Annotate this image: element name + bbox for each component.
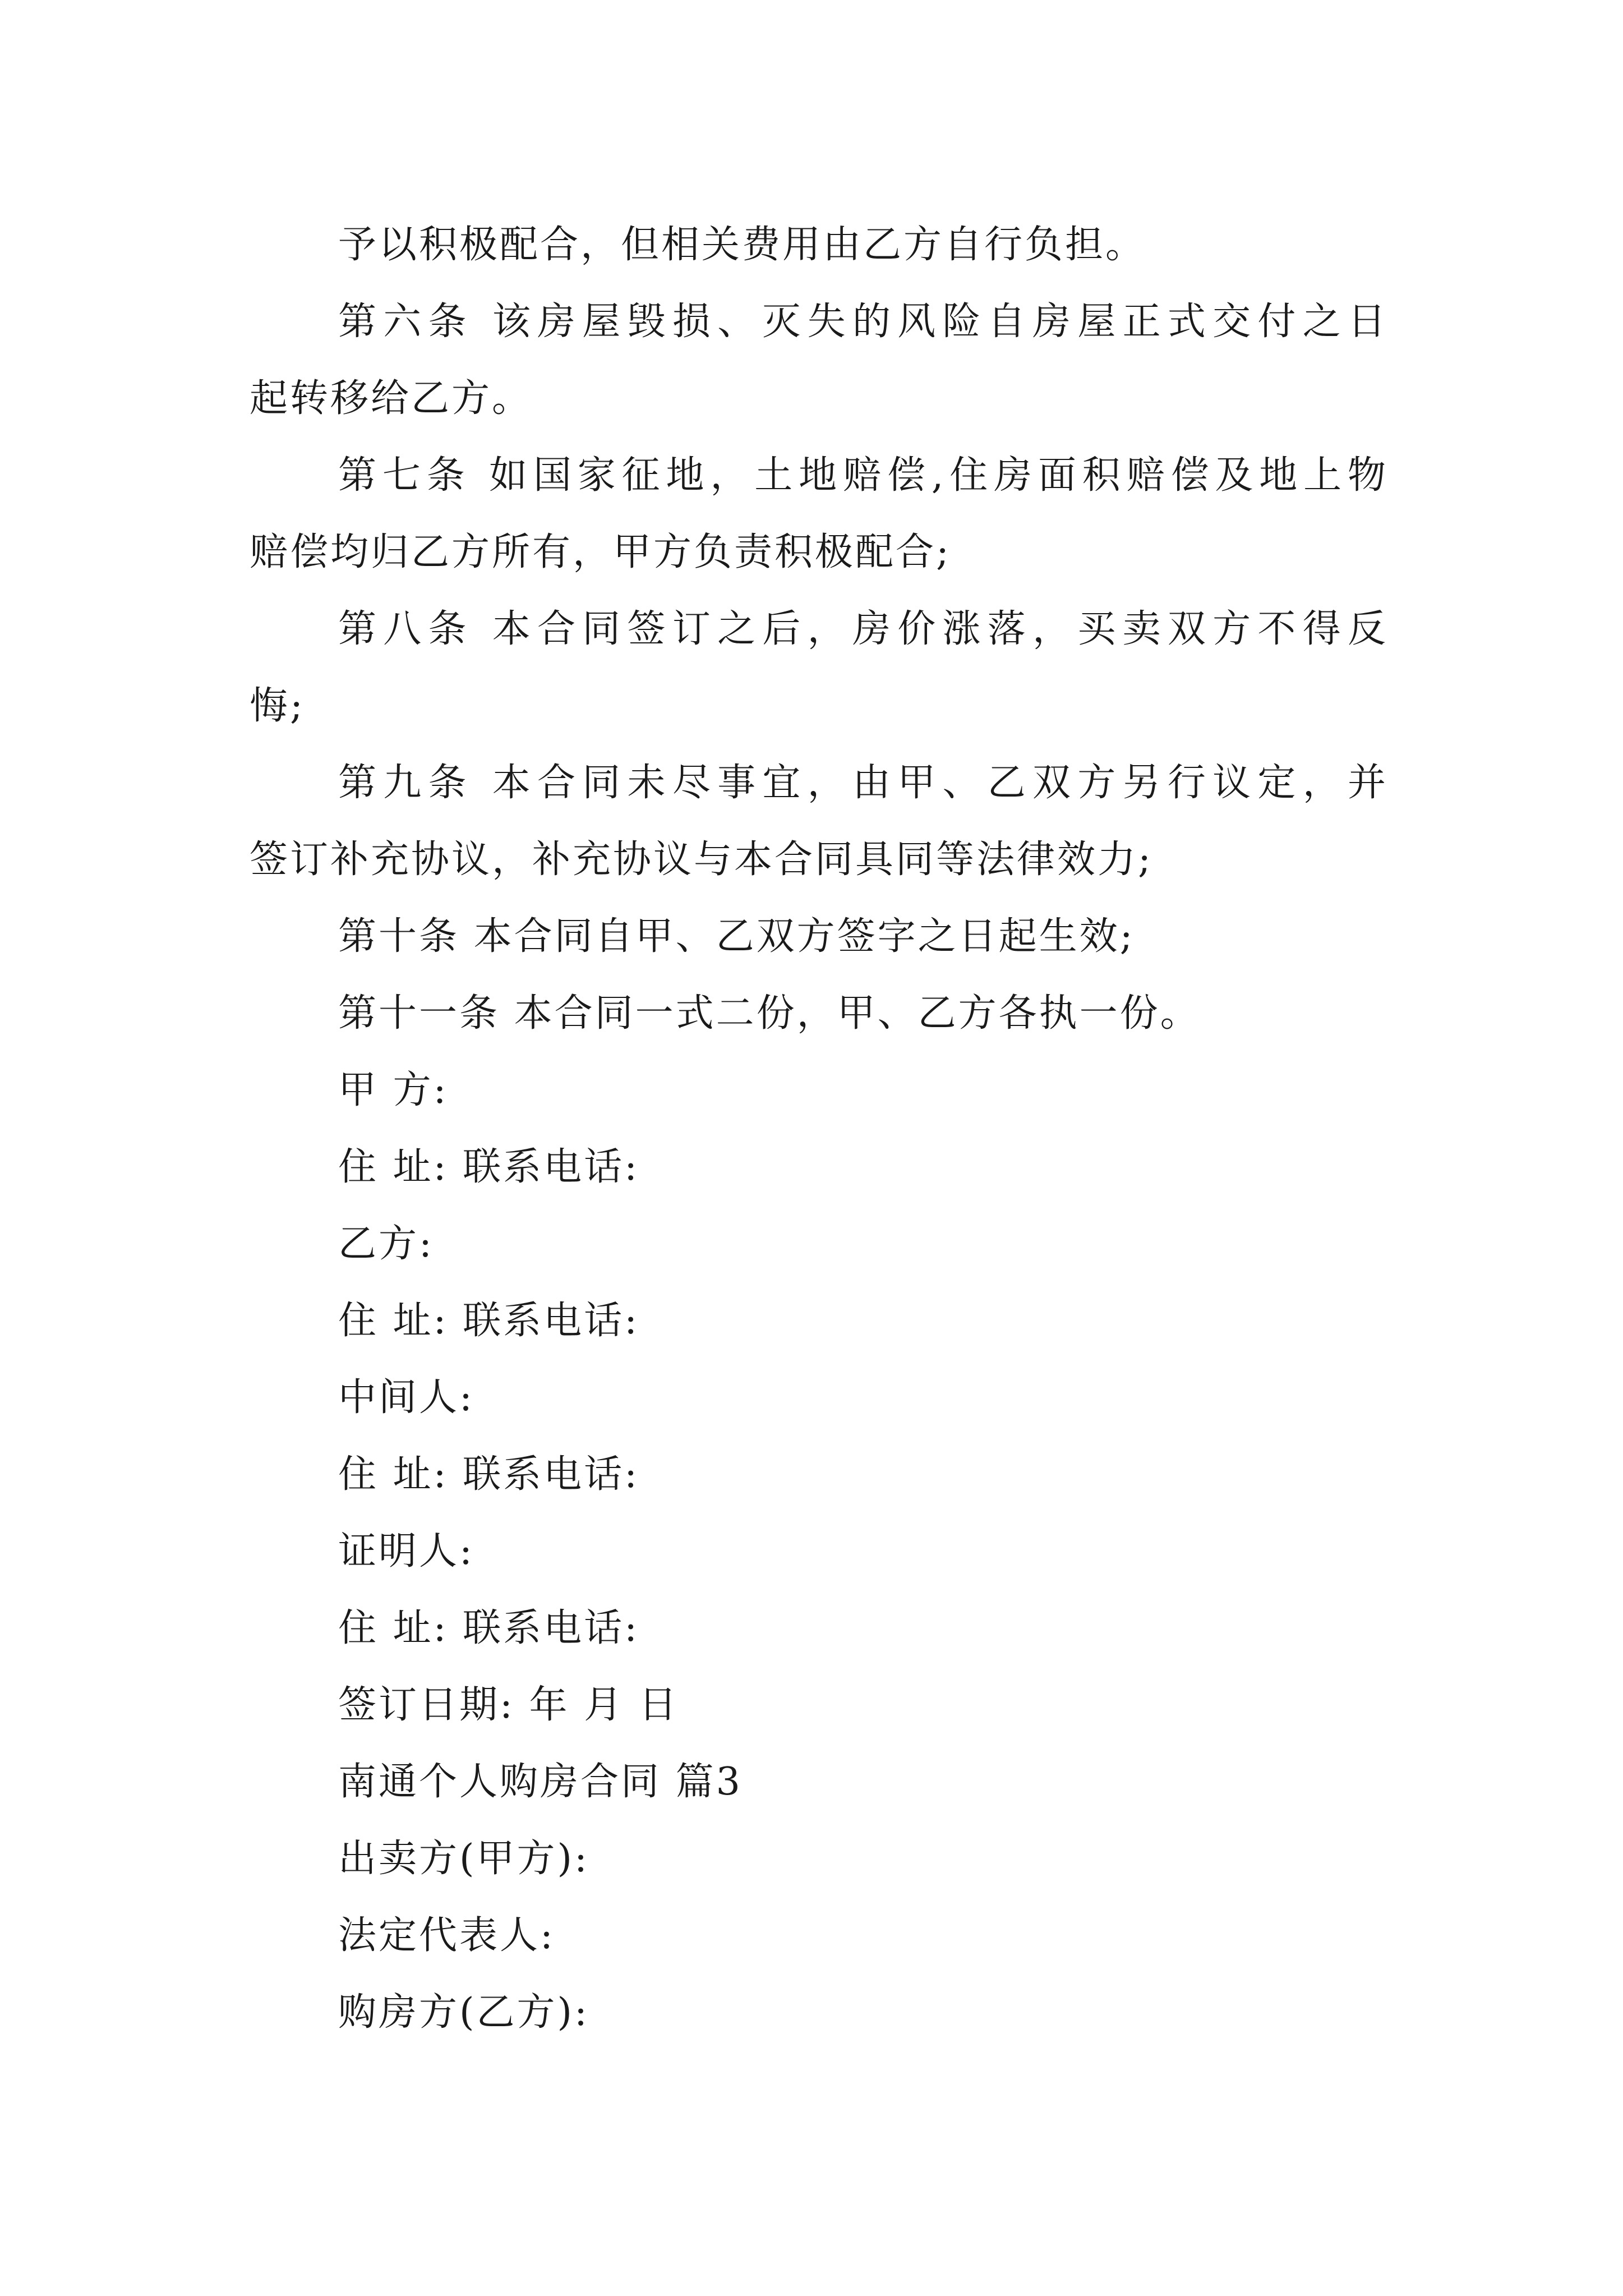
intermediary-address-phone: 住 址: 联系电话: xyxy=(338,1452,640,1497)
signing-date: 签订日期: 年 月 日 xyxy=(338,1683,679,1727)
clause-10: 第十条 本合同自甲、乙双方签字之日起生效; xyxy=(338,914,1135,959)
legal-representative-label: 法定代表人: xyxy=(338,1913,555,1958)
clause-7-line-1: 第七条 如国家征地，土地赔偿,住房面积赔偿及地上物 xyxy=(338,453,1388,498)
document-body xyxy=(250,206,1388,2051)
clause-6-line-1: 第六条 该房屋毁损、灭失的风险自房屋正式交付之日 xyxy=(338,300,1388,344)
clause-8-line-2: 悔; xyxy=(250,684,305,728)
clause-9-line-1: 第九条 本合同未尽事宜，由甲、乙双方另行议定，并 xyxy=(338,761,1388,805)
party-a-label: 甲 方: xyxy=(338,1068,449,1112)
seller-label: 出卖方(甲方): xyxy=(338,1837,589,1881)
clause-7-line-2: 赔偿均归乙方所有，甲方负责积极配合; xyxy=(250,530,951,574)
party-b-address-phone: 住 址: 联系电话: xyxy=(338,1299,640,1343)
clause-11: 第十一条 本合同一式二份，甲、乙方各执一份。 xyxy=(338,991,1201,1036)
buyer-label: 购房方(乙方): xyxy=(338,1990,589,2035)
section-heading: 南通个人购房合同 篇3 xyxy=(338,1760,743,1804)
clause-6-line-2: 起转移给乙方。 xyxy=(250,376,533,421)
witness-address-phone: 住 址: 联系电话: xyxy=(338,1606,640,1650)
text-line: 予以积极配合，但相关费用由乙方自行负担。 xyxy=(338,223,1146,267)
party-b-label: 乙方: xyxy=(338,1222,434,1266)
clause-8-line-1: 第八条 本合同签订之后，房价涨落，买卖双方不得反 xyxy=(338,607,1388,651)
witness-label: 证明人: xyxy=(338,1529,474,1573)
clause-9-line-2: 签订补充协议，补充协议与本合同具同等法律效力; xyxy=(250,838,1153,882)
party-a-address-phone: 住 址: 联系电话: xyxy=(338,1145,640,1189)
intermediary-label: 中间人: xyxy=(338,1375,474,1420)
